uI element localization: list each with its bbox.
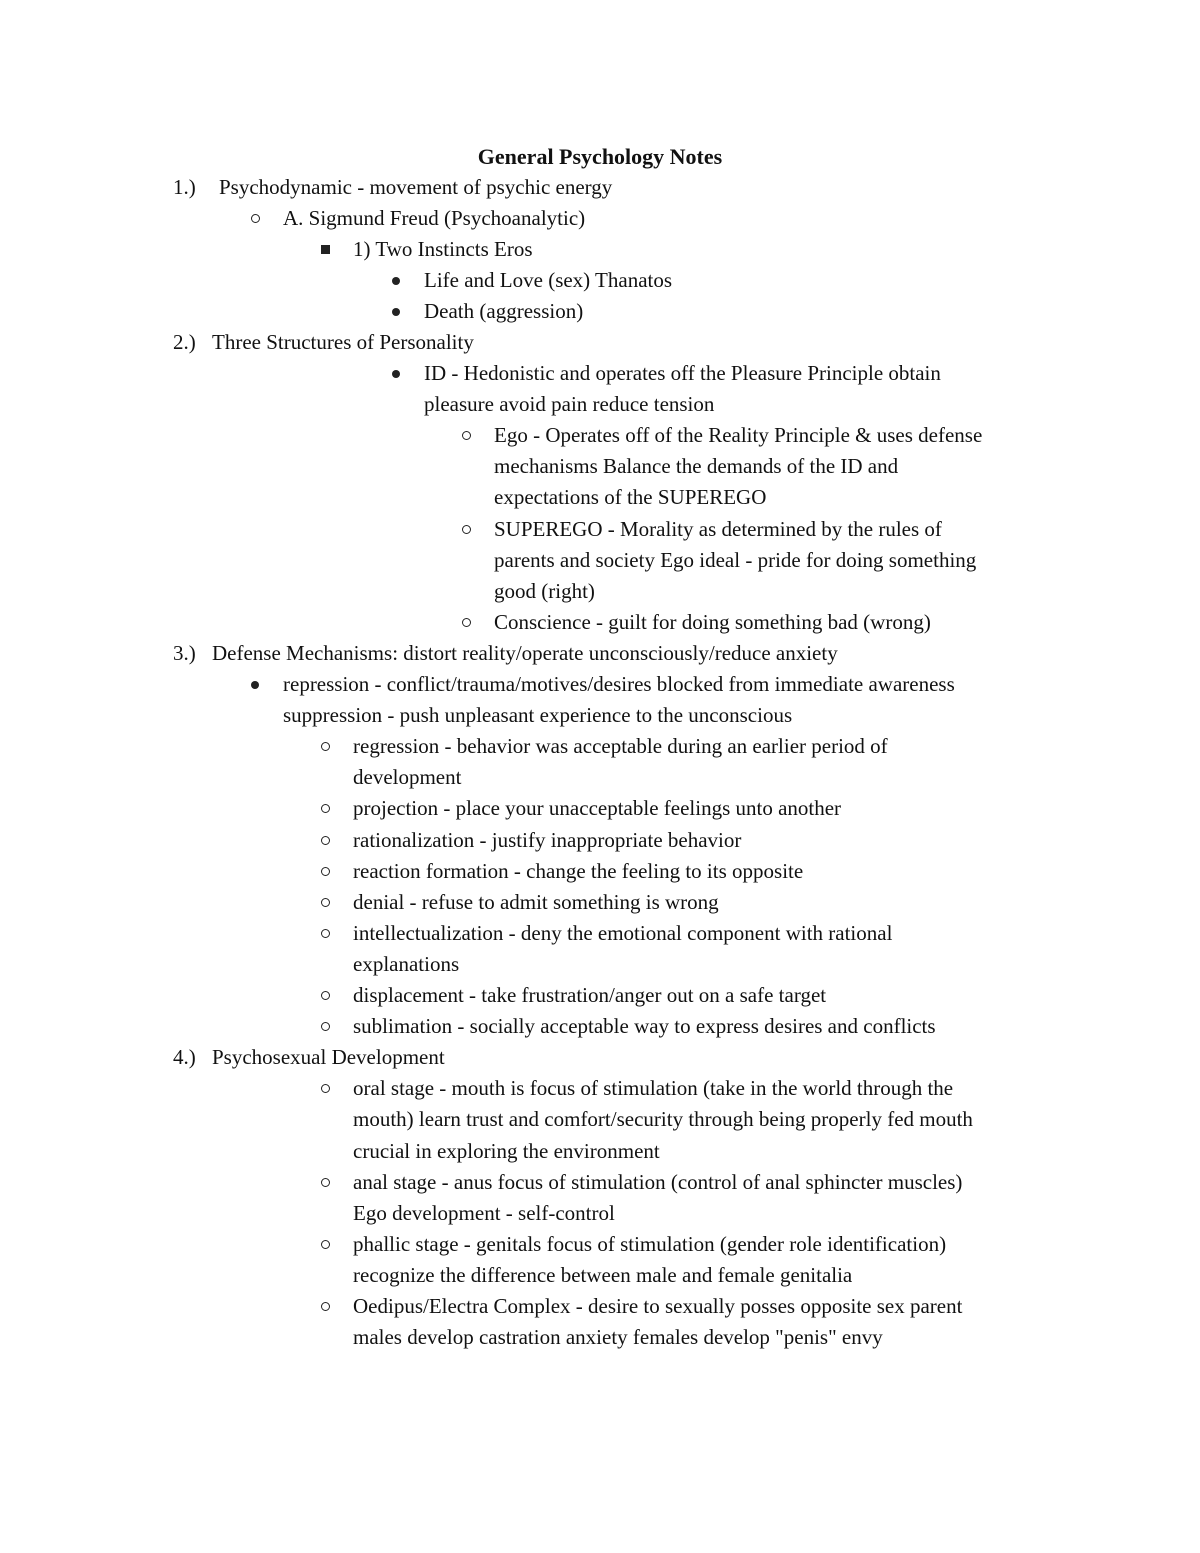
- note-line: [0, 265, 1200, 296]
- note-text: recognize the difference between male and female genitalia: [353, 1263, 853, 1287]
- note-text: intellectualization - deny the emotional component with rational: [353, 921, 893, 945]
- note-line: [0, 731, 1200, 762]
- note-text: ID - Hedonistic and operates off the Pleasure Principle obtain: [424, 361, 941, 385]
- note-text: displacement - take frustration/anger out on a safe target: [353, 983, 827, 1007]
- note-text: SUPEREGO - Morality as determined by the rules of: [494, 517, 942, 541]
- hollow-bullet-icon: [321, 804, 330, 813]
- hollow-bullet-icon: [321, 1178, 330, 1187]
- hollow-bullet-icon: [321, 1240, 330, 1249]
- note-text: good (right): [494, 579, 595, 603]
- hollow-bullet-icon: [321, 1084, 330, 1093]
- note-text: Psychosexual Development: [212, 1045, 445, 1069]
- note-line: [0, 1198, 1200, 1229]
- note-text: 1) Two Instincts Eros: [353, 237, 533, 261]
- note-text: reaction formation - change the feeling to its opposite: [353, 859, 804, 883]
- note-line: [0, 1167, 1200, 1198]
- filled-bullet-icon: [392, 370, 400, 378]
- note-text: Defense Mechanisms: distort reality/operate unconsciously/reduce anxiety: [212, 641, 838, 665]
- note-text: Ego - Operates off of the Reality Principle & uses defense: [494, 423, 983, 447]
- note-line: [0, 296, 1200, 327]
- note-line: [0, 1322, 1200, 1353]
- note-line: [0, 514, 1200, 545]
- note-line: [0, 358, 1200, 389]
- note-line: [0, 1104, 1200, 1135]
- hollow-bullet-icon: [321, 991, 330, 1000]
- list-number: 3.): [173, 641, 196, 665]
- note-line: [0, 172, 1200, 203]
- note-line: [0, 203, 1200, 234]
- note-text: Conscience - guilt for doing something bad (wrong): [494, 610, 931, 634]
- note-text: Psychodynamic - movement of psychic energy: [219, 175, 613, 199]
- note-text: parents and society Ego ideal - pride for doing something: [494, 548, 977, 572]
- note-text: mouth) learn trust and comfort/security through being properly fed mouth: [353, 1107, 973, 1131]
- note-text: suppression - push unpleasant experience to the unconscious: [283, 703, 793, 727]
- note-text: anal stage - anus focus of stimulation (control of anal sphincter muscles): [353, 1170, 963, 1194]
- note-line: [0, 1042, 1200, 1073]
- note-text: explanations: [353, 952, 460, 976]
- note-line: [0, 825, 1200, 856]
- note-line: [0, 949, 1200, 980]
- note-line: [0, 576, 1200, 607]
- note-text: repression - conflict/trauma/motives/desires blocked from immediate awareness: [283, 672, 955, 696]
- note-text: sublimation - socially acceptable way to express desires and conflicts: [353, 1014, 936, 1038]
- hollow-bullet-icon: [321, 742, 330, 751]
- note-text: oral stage - mouth is focus of stimulation (take in the world through the: [353, 1076, 954, 1100]
- note-text: rationalization - justify inappropriate behavior: [353, 828, 742, 852]
- hollow-bullet-icon: [321, 929, 330, 938]
- note-text: Oedipus/Electra Complex - desire to sexually posses opposite sex parent: [353, 1294, 963, 1318]
- note-text: pleasure avoid pain reduce tension: [424, 392, 715, 416]
- note-text: phallic stage - genitals focus of stimulation (gender role identification): [353, 1232, 947, 1256]
- hollow-bullet-icon: [462, 431, 471, 440]
- hollow-bullet-icon: [321, 1022, 330, 1031]
- note-text: Ego development - self-control: [353, 1201, 615, 1225]
- list-number: 2.): [173, 330, 196, 354]
- hollow-bullet-icon: [321, 836, 330, 845]
- note-text: A. Sigmund Freud (Psychoanalytic): [283, 206, 586, 230]
- page-title: General Psychology Notes: [477, 144, 723, 169]
- note-line: [0, 700, 1200, 731]
- note-line: [0, 1229, 1200, 1260]
- note-line: [0, 420, 1200, 451]
- note-line: [0, 482, 1200, 513]
- note-line: [0, 1073, 1200, 1104]
- list-number: 1.): [173, 175, 196, 199]
- note-line: [0, 762, 1200, 793]
- note-text: crucial in exploring the environment: [353, 1139, 660, 1163]
- note-text: development: [353, 765, 462, 789]
- note-line: [0, 234, 1200, 265]
- note-line: [0, 327, 1200, 358]
- hollow-bullet-icon: [462, 525, 471, 534]
- hollow-bullet-icon: [462, 618, 471, 627]
- hollow-bullet-icon: [251, 214, 260, 223]
- note-line: [0, 545, 1200, 576]
- note-line: [0, 793, 1200, 824]
- hollow-bullet-icon: [321, 1302, 330, 1311]
- note-text: Life and Love (sex) Thanatos: [424, 268, 673, 292]
- note-line: [0, 856, 1200, 887]
- note-text: Three Structures of Personality: [212, 330, 474, 354]
- note-text: regression - behavior was acceptable during an earlier period of: [353, 734, 888, 758]
- note-line: [0, 1291, 1200, 1322]
- note-text: projection - place your unacceptable feelings unto another: [353, 796, 842, 820]
- note-line: [0, 918, 1200, 949]
- note-line: [0, 980, 1200, 1011]
- hollow-bullet-icon: [321, 898, 330, 907]
- note-line: [0, 389, 1200, 420]
- note-line: [0, 669, 1200, 700]
- square-bullet-icon: [321, 245, 330, 254]
- note-text: denial - refuse to admit something is wrong: [353, 890, 719, 914]
- note-line: [0, 1011, 1200, 1042]
- note-text: expectations of the SUPEREGO: [494, 485, 767, 509]
- note-line: [0, 607, 1200, 638]
- note-line: [0, 887, 1200, 918]
- note-line: [0, 1136, 1200, 1167]
- note-text: mechanisms Balance the demands of the ID and: [494, 454, 899, 478]
- note-text: Death (aggression): [424, 299, 584, 323]
- hollow-bullet-icon: [321, 867, 330, 876]
- filled-bullet-icon: [251, 681, 259, 689]
- note-text: males develop castration anxiety females develop "penis" envy: [353, 1325, 883, 1349]
- note-line: [0, 638, 1200, 669]
- note-line: [0, 451, 1200, 482]
- note-line: [0, 1260, 1200, 1291]
- filled-bullet-icon: [392, 308, 400, 316]
- filled-bullet-icon: [392, 277, 400, 285]
- list-number: 4.): [173, 1045, 196, 1069]
